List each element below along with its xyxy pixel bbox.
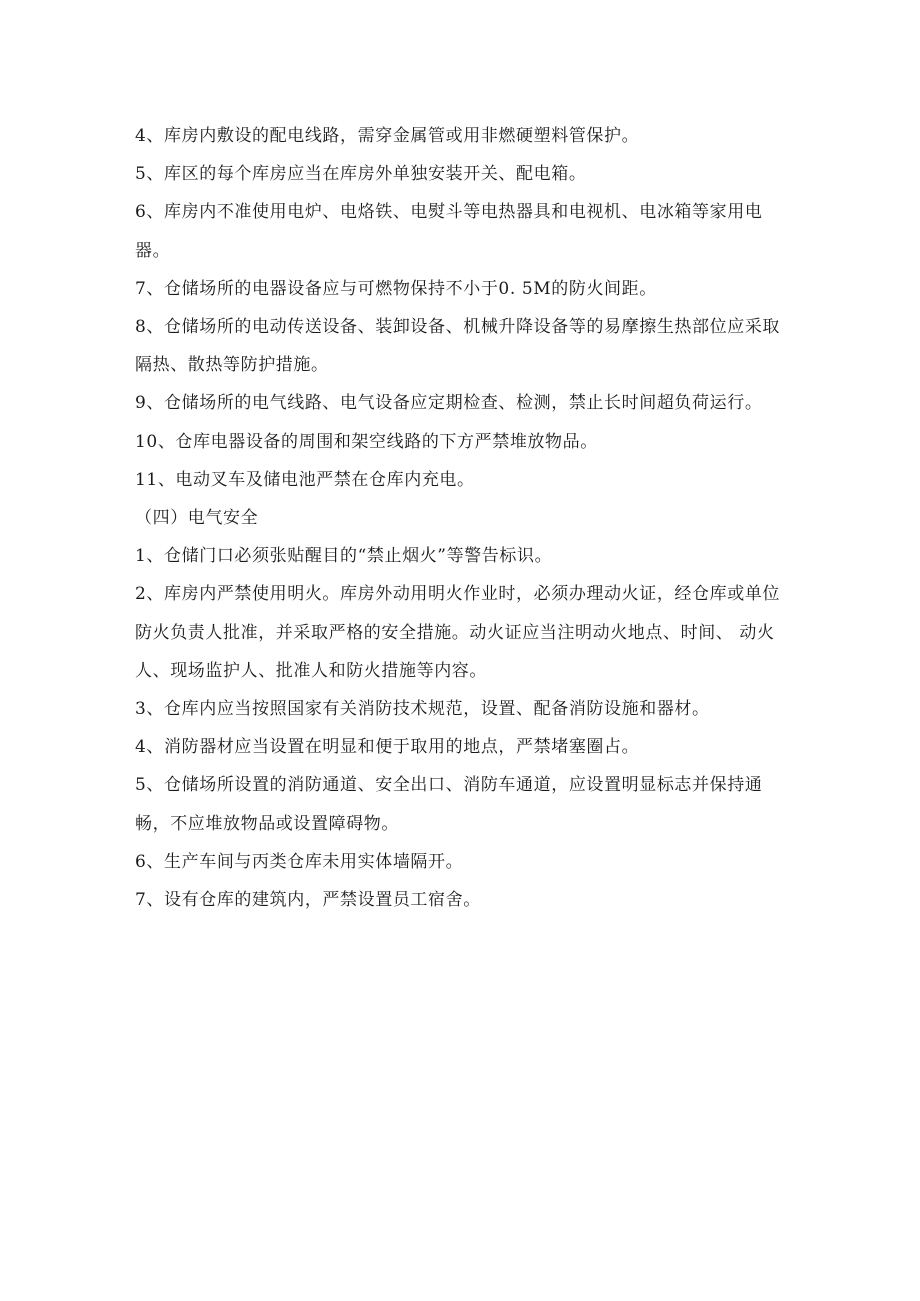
paragraph-item-1-warning-signs: 1、仓储门口必须张贴醒目的“禁止烟火”等警告标识。 — [135, 546, 553, 567]
paragraph-item-10-storage-clearance: 10、仓库电器设备的周围和架空线路的下方严禁堆放物品。 — [135, 431, 598, 452]
paragraph-item-7-fire-distance: 7、仓储场所的电器设备应与可燃物保持不小于0. 5M的防火间距。 — [135, 278, 657, 299]
section-heading: （四）电气安全 — [135, 508, 259, 529]
paragraph-item-5-switch-box: 5、库区的每个库房应当在库房外单独安装开关、配电箱。 — [135, 164, 587, 185]
paragraph-item-9-inspection: 9、仓储场所的电气线路、电气设备应定期检查、检测，禁止长时间超负荷运行。 — [135, 393, 763, 414]
paragraph-item-8-conveyors: 8、仓储场所的电动传送设备、装卸设备、机械升降设备等的易摩擦生热部位应采取隔热、散热等防护措施。 — [135, 317, 781, 376]
paragraph-item-7-dormitory: 7、设有仓库的建筑内，严禁设置员工宿舍。 — [135, 890, 481, 911]
paragraph-item-2-open-flame: 2、库房内严禁使用明火。库房外动用明火作业时，必须办理动火证，经仓库或单位防火负责人批准，并采取严格的安全措施。动火证应当注明动火地点、时间、 动火人、现场监护人、批准人和防火措施等内容。 — [135, 584, 781, 681]
paragraph-item-4-extinguisher-placement: 4、消防器材应当设置在明显和便于取用的地点，严禁堵塞圈占。 — [135, 737, 640, 758]
document-body — [135, 117, 790, 919]
paragraph-item-6-appliances: 6、库房内不准使用电炉、电烙铁、电熨斗等电热器具和电视机、电冰箱等家用电器。 — [135, 202, 763, 261]
paragraph-item-6-wall-separation: 6、生产车间与丙类仓库未用实体墙隔开。 — [135, 851, 464, 872]
paragraph-item-4-wiring: 4、库房内敷设的配电线路，需穿金属管或用非燃硬塑料管保护。 — [135, 126, 640, 146]
paragraph-item-3-fire-equipment: 3、仓库内应当按照国家有关消防技术规范，设置、配备消防设施和器材。 — [135, 699, 710, 720]
paragraph-item-11-forklift-charging: 11、电动叉车及储电池严禁在仓库内充电。 — [135, 469, 475, 490]
paragraph-item-5-fire-exits: 5、仓储场所设置的消防通道、安全出口、消防车通道，应设置明显标志并保持通畅，不应堆放物品或设置障碍物。 — [135, 775, 763, 834]
